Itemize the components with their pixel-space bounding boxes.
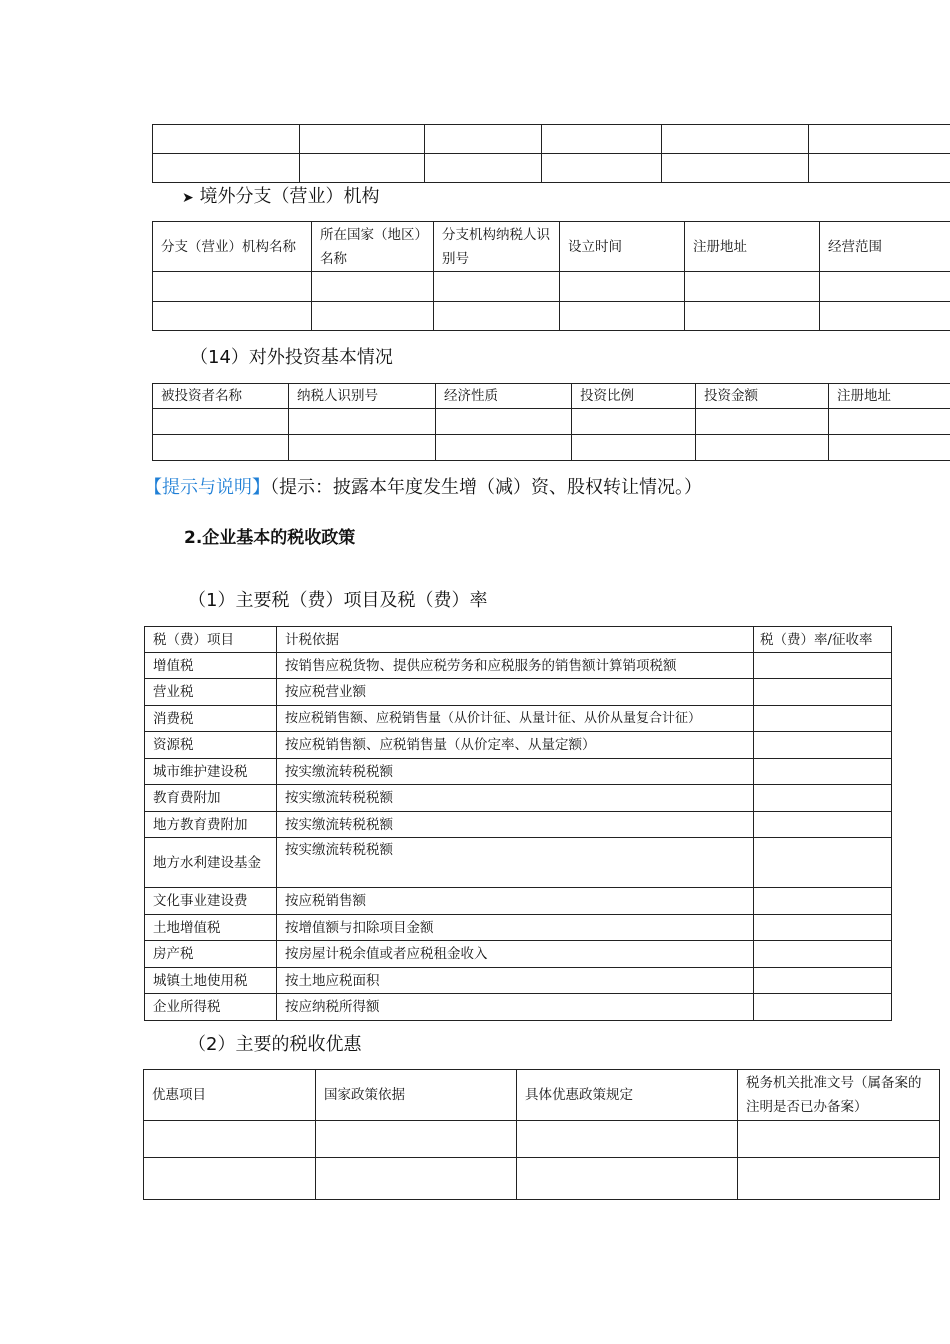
note-label: 【提示与说明】 [144, 477, 270, 498]
table-row [153, 409, 950, 435]
table-row [153, 272, 950, 302]
table-row [153, 435, 950, 461]
table-row: 地方教育费附加 按实缴流转税税额 [145, 812, 892, 838]
table-header-row [145, 627, 892, 653]
header-cell: 投资金额 [696, 384, 829, 409]
table-row [153, 154, 950, 183]
table-row: 土地增值税 按增值额与扣除项目金额 [145, 915, 892, 941]
header-cell: 纳税人识别号 [289, 384, 436, 409]
table-header-row [153, 384, 950, 409]
header-cell: 具体优惠政策规定 [517, 1070, 738, 1121]
section-title: 2.企业基本的税收政策 [184, 528, 356, 548]
header-cell: 优惠项目 [144, 1070, 316, 1121]
overseas-heading [182, 184, 379, 211]
table-row: 企业所得税 按应纳税所得额 [145, 994, 892, 1021]
header-cell: 设立时间 [560, 222, 685, 272]
header-cell: 投资比例 [572, 384, 696, 409]
tax-preferences-table [143, 1069, 940, 1200]
investment-table [152, 383, 950, 461]
table-row: 增值税 按销售应税货物、提供应税劳务和应税服务的销售额计算销项税额 [145, 653, 892, 679]
table-row [153, 125, 950, 154]
header-cell: 经济性质 [436, 384, 572, 409]
top-continuation-table [152, 124, 950, 183]
arrow-bullet-icon: ➤ [182, 190, 194, 206]
header-cell: 经营范围 [820, 222, 950, 272]
table-row: 教育费附加 按实缴流转税税额 [145, 785, 892, 812]
investment-heading: （14）对外投资基本情况 [190, 347, 393, 368]
table-row: 营业税 按应税营业额 [145, 679, 892, 706]
header-cell: 分支机构纳税人识别号 [434, 222, 560, 272]
overseas-branch-table [152, 221, 950, 331]
overseas-heading-text: 境外分支（营业）机构 [199, 186, 380, 207]
header-cell: 分支（营业）机构名称 [153, 222, 312, 272]
table-header-row [153, 222, 950, 272]
tax-items-heading: （1）主要税（费）项目及税（费）率 [188, 590, 488, 611]
header-cell: 国家政策依据 [316, 1070, 517, 1121]
table-row: 资源税 按应税销售额、应税销售量（从价定率、从量定额） [145, 732, 892, 759]
table-row: 城镇土地使用税 按土地应税面积 [145, 968, 892, 994]
table-row: 地方水利建设基金 按实缴流转税税额 [145, 838, 892, 888]
table-row [144, 1121, 940, 1158]
header-cell: 税（费）项目 [145, 627, 277, 653]
table-row [144, 1158, 940, 1200]
header-cell: 注册地址 [829, 384, 950, 409]
tax-items-table [144, 626, 892, 1021]
table-header-row [144, 1070, 940, 1121]
table-row: 房产税 按房屋计税余值或者应税租金收入 [145, 941, 892, 968]
preferences-heading: （2）主要的税收优惠 [188, 1034, 362, 1055]
header-cell: 税（费）率/征收率 [754, 627, 892, 653]
header-cell: 被投资者名称 [153, 384, 289, 409]
table-row: 文化事业建设费 按应税销售额 [145, 888, 892, 915]
header-cell: 计税依据 [277, 627, 754, 653]
table-row [153, 302, 950, 331]
table-row: 消费税 按应税销售额、应税销售量（从价计征、从量计征、从价从量复合计征） [145, 706, 892, 732]
table-row: 城市维护建设税 按实缴流转税税额 [145, 759, 892, 785]
header-cell: 注册地址 [685, 222, 820, 272]
header-cell: 税务机关批准文号（属备案的注明是否已办备案） [738, 1070, 940, 1121]
note-text: （提示：披露本年度发生增（减）资、股权转让情况。） [270, 477, 702, 498]
note-line [144, 475, 702, 501]
header-cell: 所在国家（地区）名称 [312, 222, 434, 272]
